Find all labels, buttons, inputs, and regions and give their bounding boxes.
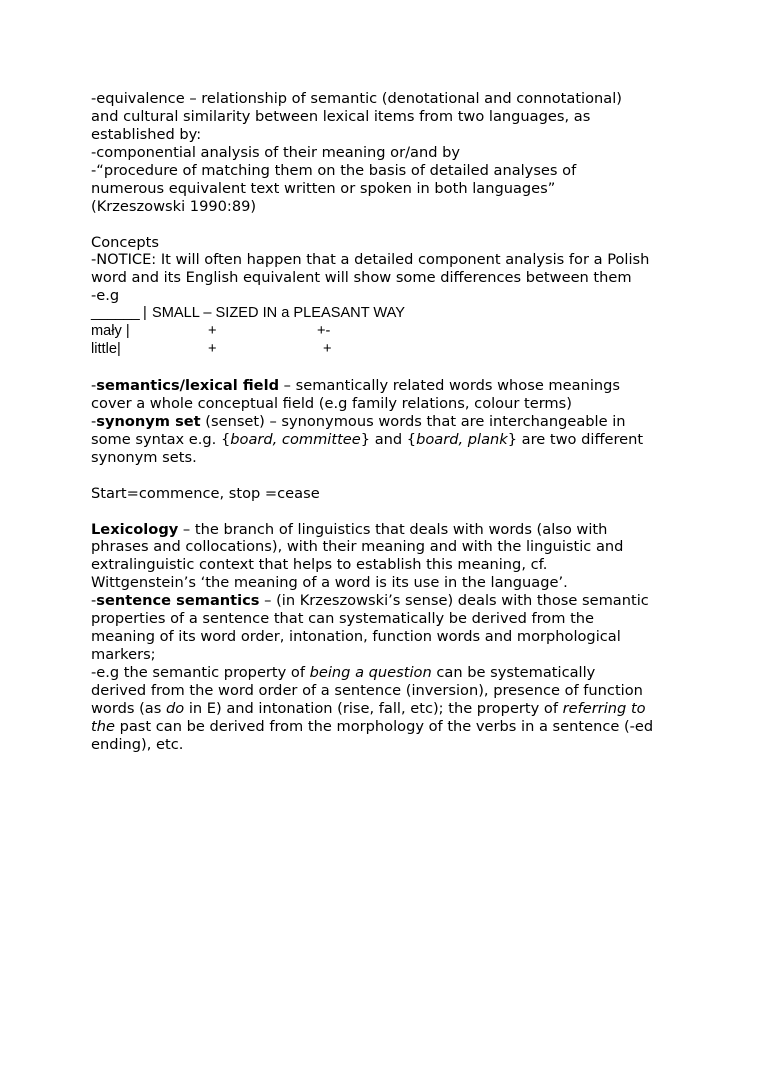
row-pleasant-value: +-: [317, 323, 331, 340]
text-line: -NOTICE: It will often happen that a detailed component analysis for a Polish: [91, 251, 650, 269]
text-line: ending), etc.: [91, 735, 184, 753]
blank-line: [91, 467, 691, 485]
example-italic: board, plank: [416, 430, 508, 448]
component-table: [91, 305, 691, 359]
term-sentence-semantics: sentence semantics: [96, 592, 260, 610]
header-blank: ______: [91, 305, 140, 322]
header-label: SMALL – SIZED IN a PLEASANT WAY: [152, 305, 406, 322]
text-line: cover a whole conceptual field (e.g family relations, colour terms): [91, 394, 572, 412]
dash: -: [91, 412, 97, 430]
paragraph-examples: [91, 485, 691, 503]
text-span: past can be derived from the morphology of the verbs in a sentence (-ed: [114, 717, 654, 735]
blank-line: [91, 216, 691, 234]
text-line: -e.g: [91, 287, 120, 305]
example-italic: board, committee: [230, 430, 361, 448]
text-span: – (in Krzeszowski’s sense) deals with those semantic: [259, 592, 649, 610]
text-span: } and {: [360, 430, 417, 448]
text-line: -equivalence – relationship of semantic (denotational and connotational): [91, 90, 622, 107]
text-line: properties of a sentence that can systematically be derived from the: [91, 610, 595, 628]
text-line: meaning of its word order, intonation, function words and morphological: [91, 628, 621, 646]
text-line: [91, 377, 691, 395]
text-span: words (as: [91, 699, 166, 717]
text-span: } are two different: [507, 430, 644, 448]
paragraph-fields: [91, 377, 691, 467]
row-small-value: +: [208, 341, 217, 358]
paragraph-lexicology: [91, 521, 691, 754]
text-line: extralinguistic context that helps to establish this meaning, cf.: [91, 556, 548, 574]
term-lexicology: Lexicology: [91, 520, 179, 538]
row-pleasant-value: +: [323, 341, 332, 358]
text-line: markers;: [91, 646, 156, 664]
text-line: and cultural similarity between lexical items from two languages, as: [91, 107, 591, 125]
text-span: – semantically related words whose meanings: [279, 377, 620, 394]
example-italic: referring to: [562, 699, 646, 717]
text-span: (senset) – synonymous words that are interchangeable in: [200, 412, 626, 430]
dash: -: [91, 592, 97, 610]
term-lexical-field: semantics/lexical field: [96, 377, 280, 394]
text-line: synonym sets.: [91, 448, 197, 466]
row-word: mały |: [91, 323, 130, 340]
text-line: [91, 431, 691, 449]
text-line: word and its English equivalent will show some differences between them: [91, 269, 632, 287]
text-span: -e.g the semantic property of: [91, 664, 310, 681]
text-span: in E) and intonation (rise, fall, etc); the property of: [184, 699, 563, 717]
blank-line: [91, 359, 691, 377]
text-line: [91, 718, 691, 736]
table-row: [91, 323, 691, 341]
text-line: [91, 521, 691, 539]
paragraph-concepts: [91, 234, 691, 306]
example-italic: the: [91, 717, 115, 735]
text-line: phrases and collocations), with their meaning and with the linguistic and: [91, 538, 624, 556]
citation: (Krzeszowski 1990:89): [91, 197, 257, 215]
text-span: – the branch of linguistics that deals with words (also with: [178, 520, 608, 538]
document-page: [91, 90, 691, 754]
term-synonym-set: synonym set: [96, 412, 201, 430]
example-italic: do: [166, 699, 185, 717]
dash: -: [91, 377, 97, 394]
paragraph-equivalence: [91, 90, 691, 216]
row-small-value: +: [208, 323, 217, 340]
text-line: established by:: [91, 125, 202, 143]
example-italic: being a question: [309, 664, 432, 681]
text-line: -“procedure of matching them on the basis of detailed analyses of: [91, 161, 577, 179]
text-line: [91, 413, 691, 431]
text-span: some syntax e.g. {: [91, 430, 231, 448]
text-line: [91, 700, 691, 718]
text-span: can be systematically: [431, 664, 596, 681]
table-header-row: [91, 305, 691, 323]
header-separator: |: [143, 305, 147, 322]
table-row: [91, 341, 691, 359]
text-line: Start=commence, stop =cease: [91, 484, 320, 502]
blank-line: [91, 503, 691, 521]
text-line: derived from the word order of a sentence (inversion), presence of function: [91, 681, 643, 699]
text-line: -componential analysis of their meaning or/and by: [91, 143, 461, 161]
row-word: little|: [91, 341, 121, 358]
text-line: [91, 592, 691, 610]
text-line: Wittgenstein’s ‘the meaning of a word is its use in the language’.: [91, 574, 568, 592]
text-line: [91, 664, 691, 682]
text-line: numerous equivalent text written or spoken in both languages”: [91, 179, 556, 197]
section-heading-concepts: Concepts: [91, 233, 159, 251]
